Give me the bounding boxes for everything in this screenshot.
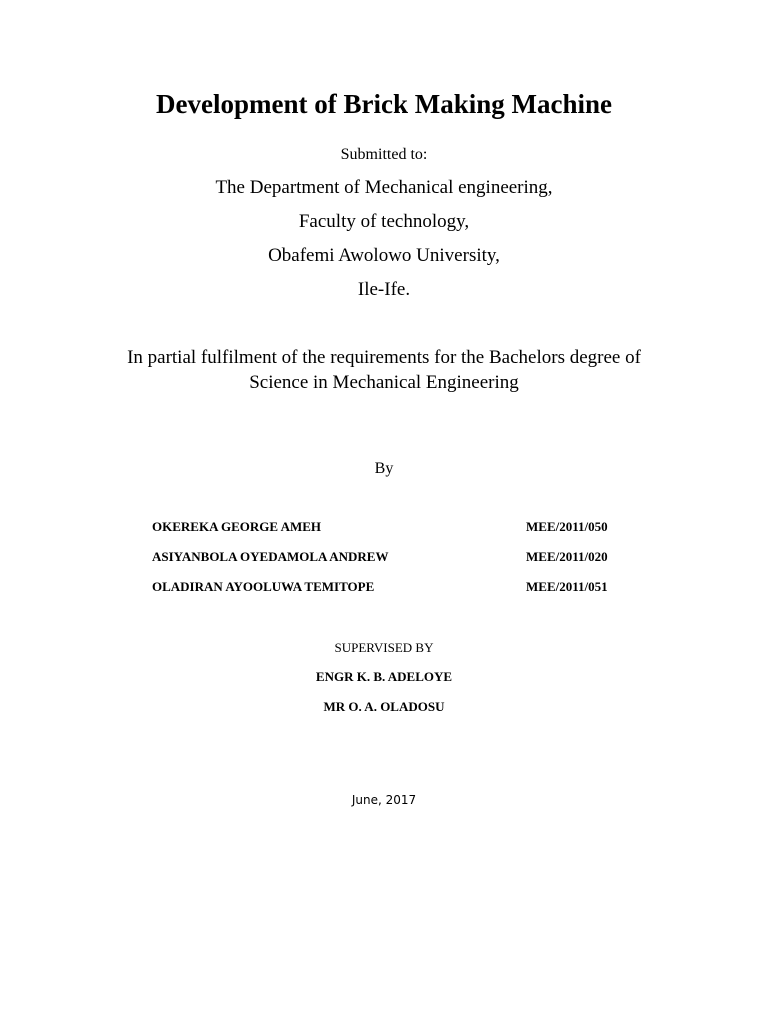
partial-fulfilment-line-1: In partial fulfilment of the requirements for the Bachelors degree of [127,347,641,368]
author-name: OLADIRAN AYOOLUWA TEMITOPE [152,579,375,594]
submission-date: June, 2017 [351,793,417,807]
partial-fulfilment-line-2: Science in Mechanical Engineering [249,372,519,393]
author-row [152,577,622,597]
author-name: OKEREKA GEORGE AMEH [152,519,322,534]
address-department: The Department of Mechanical engineering, [215,177,553,198]
partial-fulfilment-statement [0,345,768,395]
supervised-by-label: SUPERVISED BY [334,640,434,655]
author-name: ASIYANBOLA OYEDAMOLA ANDREW [152,549,389,564]
author-matric-number: MEE/2011/020 [526,549,608,564]
by-label: By [374,460,394,477]
author-matric-number: MEE/2011/051 [526,579,608,594]
address-city: Ile-Ife. [357,279,411,300]
submitted-to-label: Submitted to: [340,146,428,163]
author-matric-number: MEE/2011/050 [526,519,608,534]
document-title: Development of Brick Making Machine [156,89,612,119]
author-row [152,547,622,567]
address-university: Obafemi Awolowo University, [268,245,500,266]
address-faculty: Faculty of technology, [298,211,470,232]
author-row [152,517,622,537]
supervisor-name: MR O. A. OLADOSU [323,699,445,714]
supervisor-name: ENGR K. B. ADELOYE [315,669,453,684]
